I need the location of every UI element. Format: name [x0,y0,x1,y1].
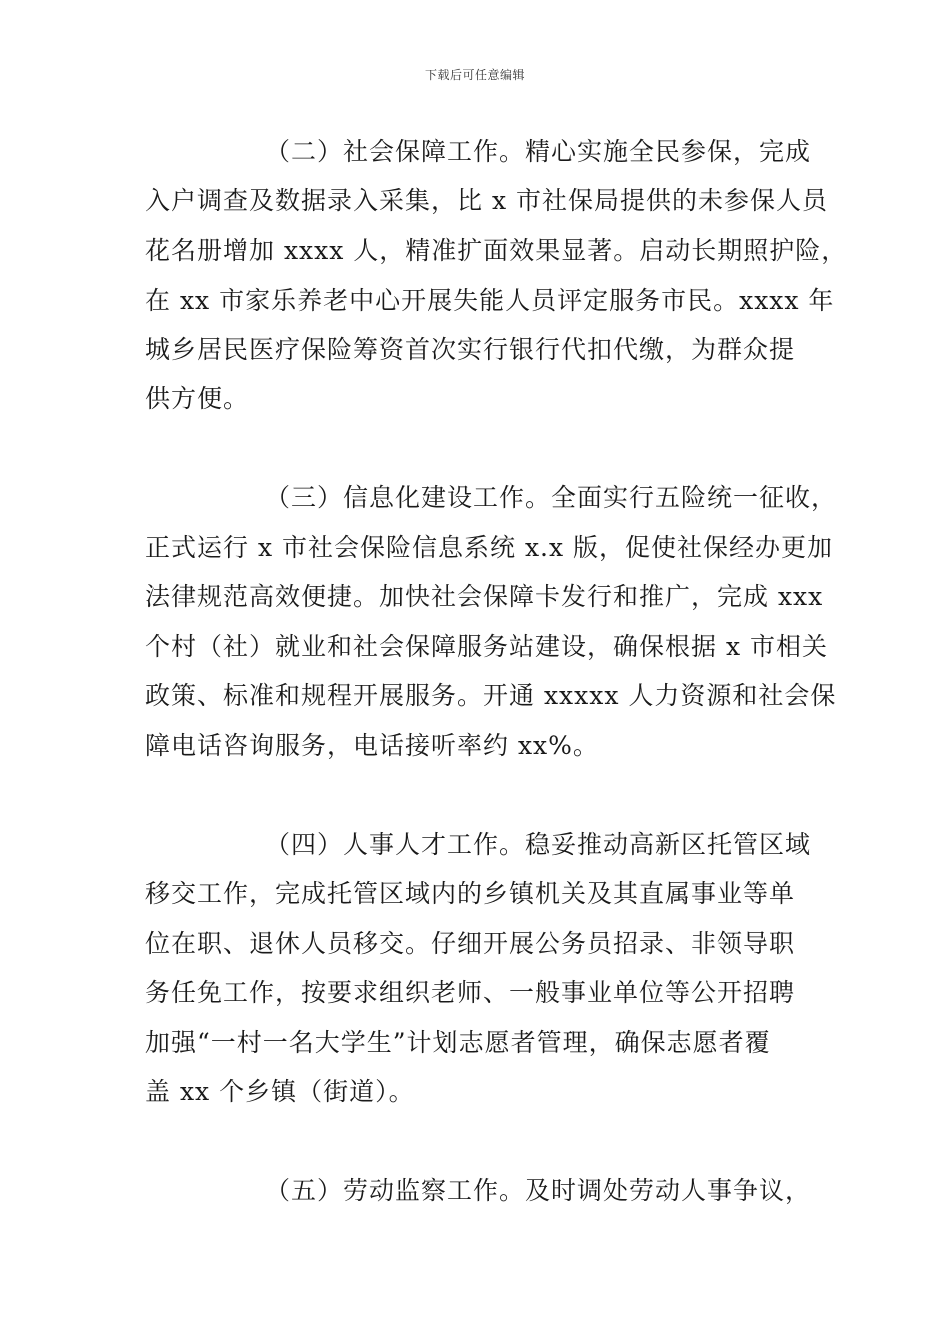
text-line: 务任免工作，按要求组织老师、一般事业单位等公开招聘 [145,978,796,1007]
text-line: 移交工作，完成托管区域内的乡镇机关及其直属事业等单 [145,879,796,908]
page-header: 下载后可任意编辑 [424,68,525,82]
text-line: 个村（社）就业和社会保障服务站建设，确保根据 x 市相关 [145,632,828,661]
text-line: 正式运行 x 市社会保险信息系统 x.x 版，促使社保经办更加 [145,533,834,562]
text-line: 位在职、退休人员移交。仔细开展公务员招录、非领导职 [145,929,796,958]
text-line: 供方便。 [145,384,250,413]
text-line: 城乡居民医疗保险筹资首次实行银行代扣代缴，为群众提 [145,335,796,364]
text-line: 障电话咨询服务，电话接听率约 xx%。 [145,731,599,760]
text-line: 法律规范高效便捷。加快社会保障卡发行和推广，完成 xxx [145,582,824,611]
text-line: 在 xx 市家乐养老中心开展失能人员评定服务市民。xxxx 年 [145,286,835,315]
text-line: 政策、标准和规程开展服务。开通 xxxxx 人力资源和社会保 [145,681,837,710]
text-line: （二）社会保障工作。精心实施全民参保，完成 [265,137,812,166]
text-line: （五）劳动监察工作。及时调处劳动人事争议， [265,1176,812,1205]
text-line: 入户调查及数据录入采集，比 x 市社保局提供的未参保人员 [145,186,828,215]
text-line: 盖 xx 个乡镇（街道）。 [145,1077,415,1106]
text-line: （三）信息化建设工作。全面实行五险统一征收， [265,483,838,512]
text-line: 加强“一村一名大学生”计划志愿者管理，确保志愿者覆 [145,1028,771,1057]
text-line: （四）人事人才工作。稳妥推动高新区托管区域 [265,830,812,859]
text-line: 花名册增加 xxxx 人，精准扩面效果显著。启动长期照护险， [145,236,848,265]
